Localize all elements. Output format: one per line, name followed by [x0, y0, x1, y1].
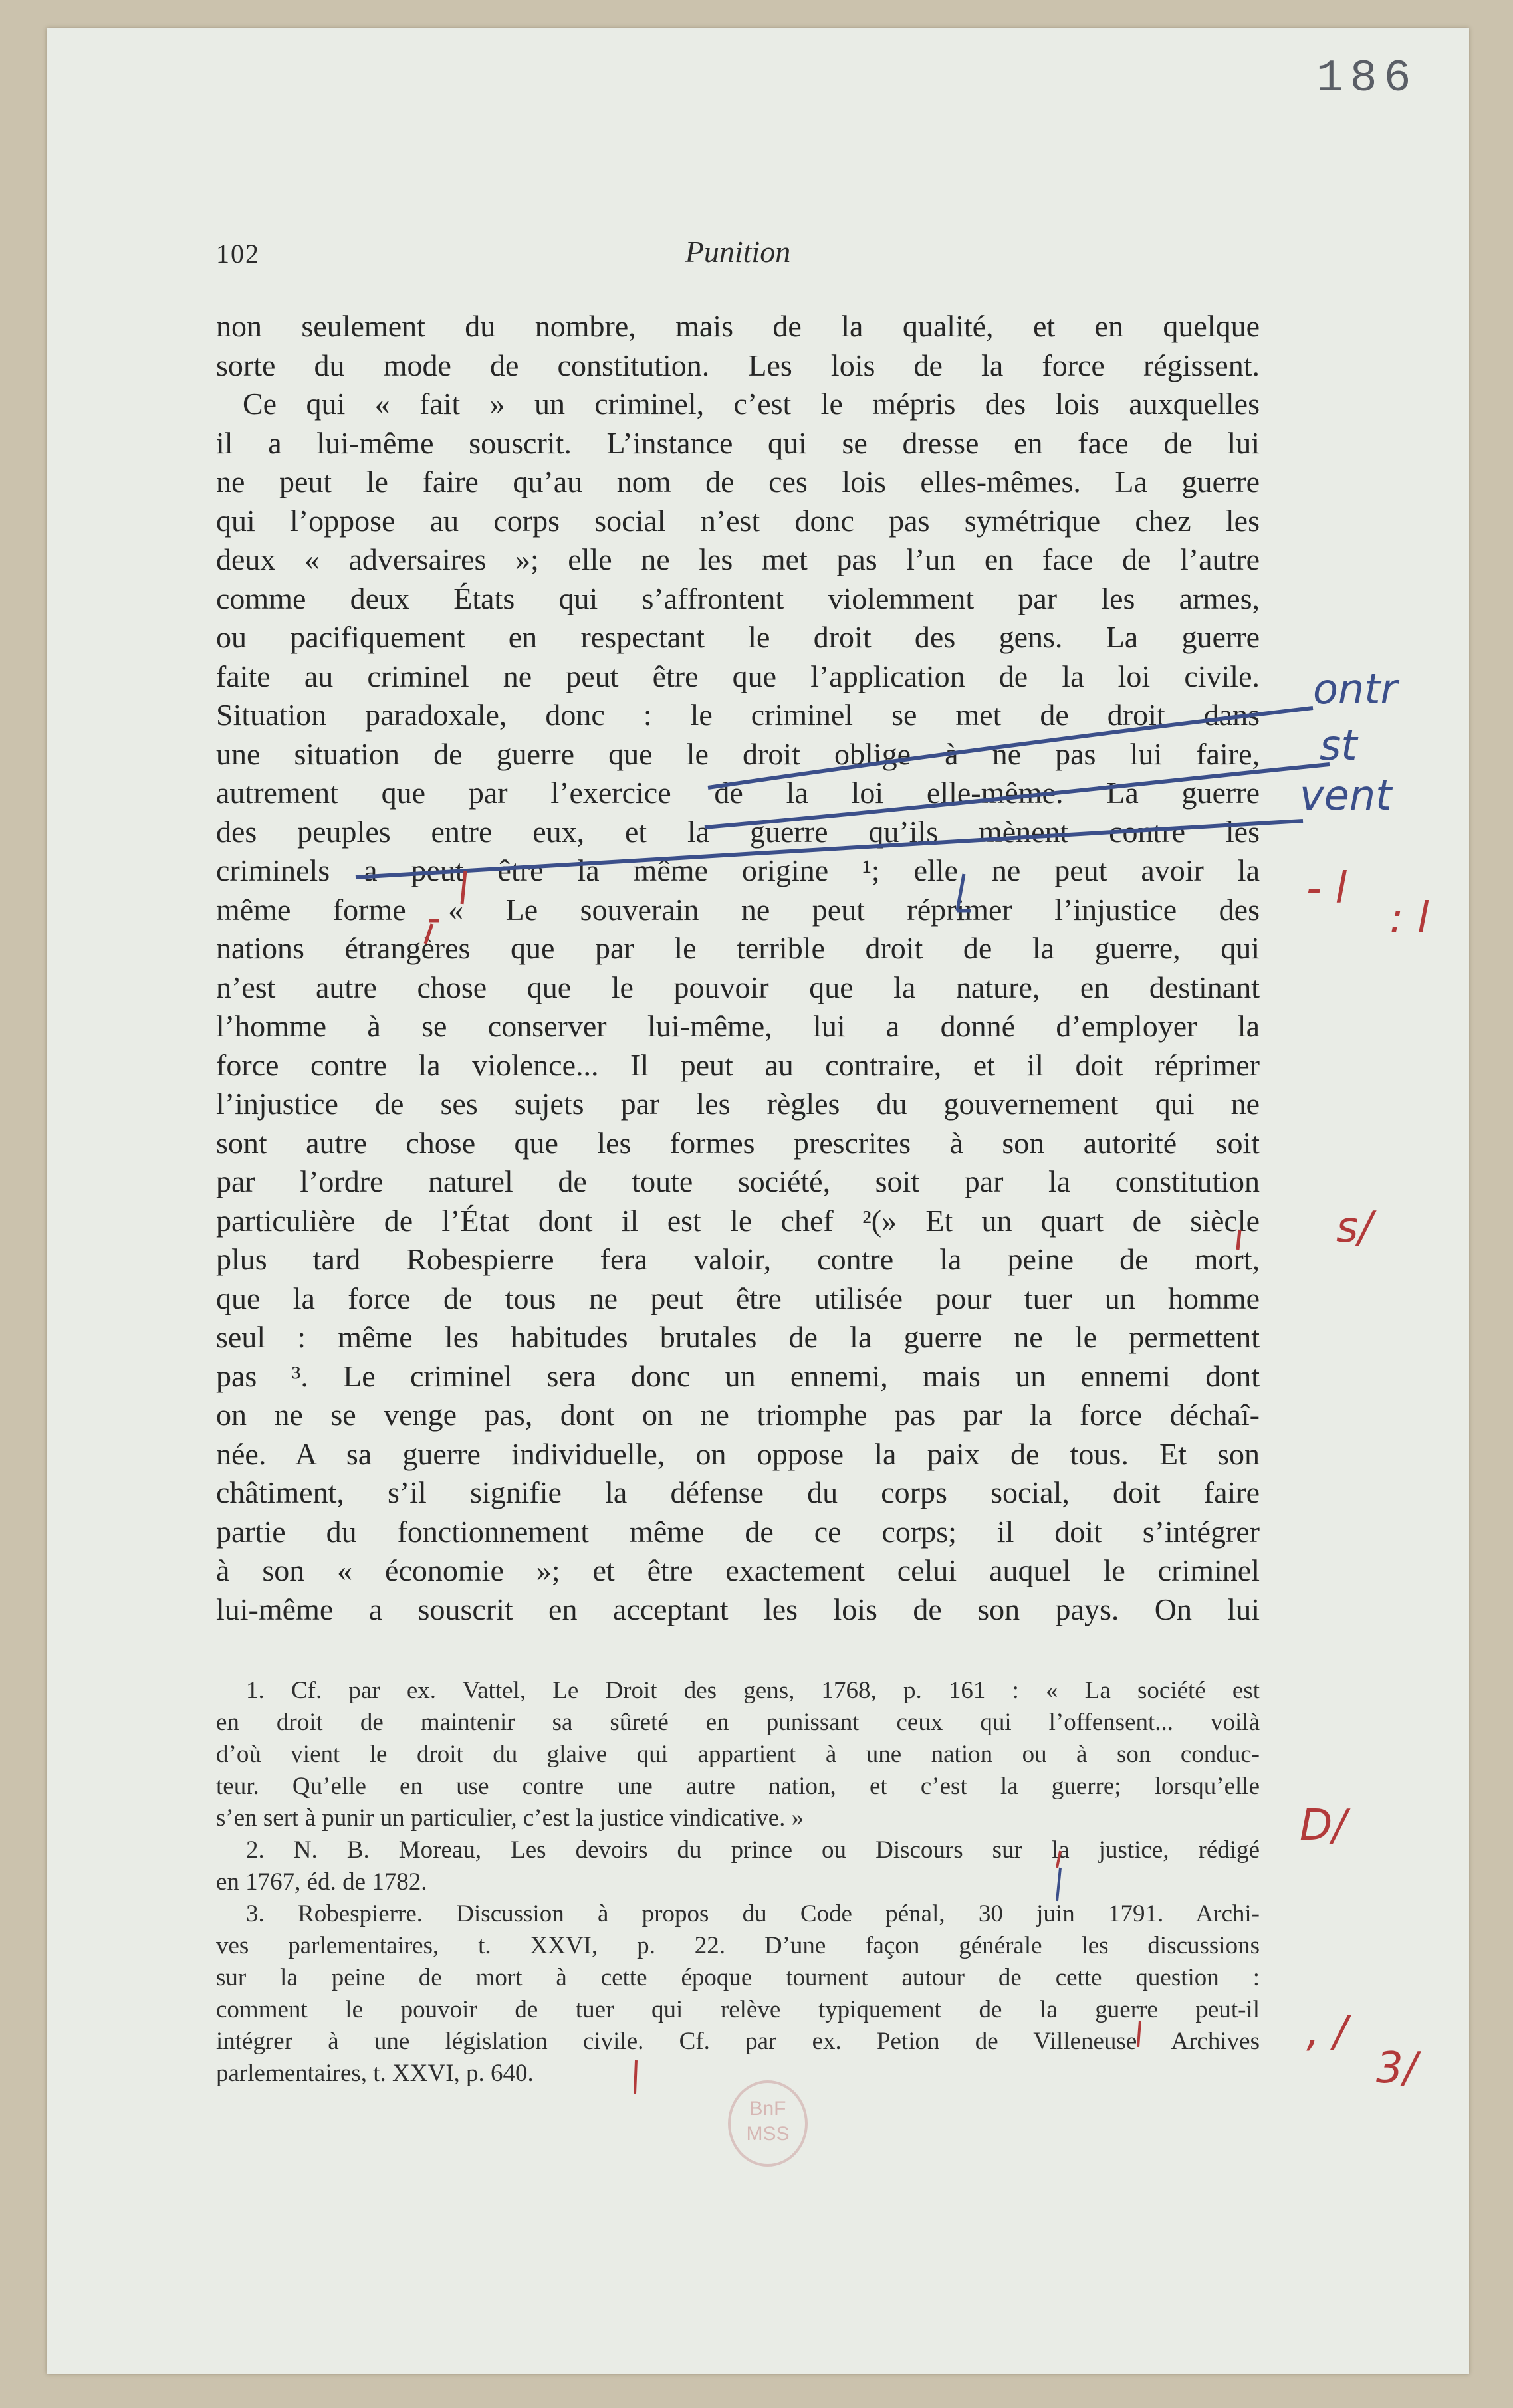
- footnotes: [216, 1675, 1260, 2090]
- body-line: non seulement du nombre, mais de la qualité, et en quelque: [216, 309, 1260, 343]
- body-line: faite au criminel ne peut être que l’application de la loi civile.: [216, 659, 1260, 693]
- footnote-line: en 1767, éd. de 1782.: [216, 1868, 427, 1896]
- body-line: nations étrangères que par le terrible droit de la guerre, qui: [216, 931, 1260, 965]
- footnote-line: 2. N. B. Moreau, Les devoirs du prince ou Discours sur la justice, rédigé: [246, 1836, 1260, 1864]
- margin-annotation-red: - l: [1306, 864, 1347, 913]
- margin-annotation-red: , /: [1306, 2007, 1348, 2056]
- footnote-line: sur la peine de mort à cette époque tournent autour de cette question :: [216, 1964, 1260, 1991]
- body-line: n’est autre chose que le pouvoir que la nature, en destinant: [216, 970, 1260, 1004]
- body-text: [216, 307, 1260, 1629]
- body-line: des peuples entre eux, et la guerre qu’ils mènent contre les: [216, 814, 1260, 849]
- body-line: qui l’oppose au corps social n’est donc pas symétrique chez les: [216, 503, 1260, 538]
- body-line: seul : même les habitudes brutales de la guerre ne le permettent: [216, 1320, 1260, 1354]
- body-line: partie du fonctionnement même de ce corps; il doit s’intégrer: [216, 1514, 1260, 1549]
- body-line: l’injustice de ses sujets par les règles du gouvernement qui ne: [216, 1087, 1260, 1121]
- library-stamp: [728, 2080, 808, 2167]
- stamp-text: BnF: [749, 2098, 786, 2120]
- body-line: lui-même a souscrit en acceptant les lois de son pays. On lui: [216, 1592, 1260, 1626]
- body-line: particulière de l’État dont il est le chef ²(» Et un quart de siècle: [216, 1203, 1260, 1238]
- margin-annotation-red: 3/: [1376, 2044, 1418, 2093]
- footnote-line: intégrer à une législation civile. Cf. par ex. Petion de Villeneuse Archives: [216, 2028, 1260, 2055]
- body-line: on ne se venge pas, dont on ne triomphe pas par la force déchaî-: [216, 1398, 1260, 1432]
- footnote-line: comment le pouvoir de tuer qui relève typiquement de la guerre peut-il: [216, 1996, 1260, 2023]
- margin-annotation-blue: vent: [1300, 771, 1392, 820]
- body-line: autrement que par l’exercice de la loi elle-même. La guerre: [216, 776, 1260, 810]
- body-line: Ce qui « fait » un criminel, c’est le mépris des lois auxquelles: [243, 387, 1260, 421]
- body-line: une situation de guerre que le droit oblige à ne pas lui faire,: [216, 736, 1260, 771]
- margin-annotation-red: s/: [1336, 1203, 1373, 1252]
- body-line: que la force de tous ne peut être utilisée pour tuer un homme: [216, 1281, 1260, 1315]
- page-number: 102: [216, 239, 260, 269]
- footnote-line: 1. Cf. par ex. Vattel, Le Droit des gens, 1768, p. 161 : « La société est: [246, 1677, 1260, 1704]
- body-line: née. A sa guerre individuelle, on oppose la paix de tous. Et son: [216, 1436, 1260, 1471]
- body-line: il a lui-même souscrit. L’instance qui se dresse en face de lui: [216, 425, 1260, 460]
- footnote-line: s’en sert à punir un particulier, c’est la justice vindicative. »: [216, 1805, 804, 1832]
- body-line: ne peut le faire qu’au nom de ces lois elles-mêmes. La guerre: [216, 465, 1260, 498]
- body-line: pas ³. Le criminel sera donc un ennemi, mais un ennemi dont: [216, 1359, 1260, 1393]
- footnote-line: ves parlementaires, t. XXVI, p. 22. D’une façon générale les discussions: [216, 1932, 1260, 1959]
- body-line: même forme « Le souverain ne peut réprimer l’injustice des: [216, 892, 1260, 927]
- body-line: Situation paradoxale, donc : le criminel se met de droit dans: [216, 698, 1260, 732]
- body-line: l’homme à se conserver lui-même, lui a donné d’employer la: [216, 1009, 1260, 1043]
- footnote-line: teur. Qu’elle en use contre une autre nation, et c’est la guerre; lorsqu’elle: [216, 1773, 1260, 1800]
- body-line: criminels a peut être la même origine ¹; elle ne peut avoir la: [216, 853, 1260, 887]
- margin-annotation-red: : l: [1389, 894, 1429, 943]
- body-line: plus tard Robespierre fera valoir, contre la peine de mort,: [216, 1242, 1260, 1276]
- body-line: par l’ordre naturel de toute société, soit par la constitution: [216, 1164, 1260, 1198]
- body-line: sorte du mode de constitution. Les lois de la force régissent.: [216, 348, 1260, 382]
- margin-annotation-blue: ontr: [1313, 665, 1398, 713]
- body-line: à son « économie »; et être exactement celui auquel le criminel: [216, 1553, 1260, 1587]
- body-line: sont autre chose que les formes prescrites à son autorité soit: [216, 1125, 1260, 1160]
- stamp-text: MSS: [746, 2123, 790, 2145]
- footnote-line: d’où vient le droit du glaive qui appartient à une nation ou à son conduc-: [216, 1741, 1260, 1768]
- body-line: ou pacifiquement en respectant le droit des gens. La guerre: [216, 620, 1260, 654]
- footnote-line: parlementaires, t. XXVI, p. 640.: [216, 2060, 534, 2087]
- page-header: [216, 234, 1260, 280]
- footnote-line: en droit de maintenir sa sûreté en punissant ceux qui l’offensent... voilà: [216, 1709, 1260, 1736]
- margin-annotation-red: D/: [1300, 1801, 1347, 1850]
- body-line: force contre la violence... Il peut au contraire, et il doit réprimer: [216, 1047, 1260, 1082]
- body-line: comme deux États qui s’affrontent violemment par les armes,: [216, 581, 1260, 615]
- body-line: deux « adversaires »; elle ne les met pas l’un en face de l’autre: [216, 542, 1260, 576]
- running-title: Punition: [685, 235, 791, 269]
- margin-annotation-blue: st: [1320, 721, 1357, 770]
- archive-folio-number: 186: [1316, 53, 1418, 104]
- body-line: châtiment, s’il signifie la défense du corps social, doit faire: [216, 1476, 1260, 1509]
- footnote-line: 3. Robespierre. Discussion à propos du Code pénal, 30 juin 1791. Archi-: [246, 1900, 1260, 1927]
